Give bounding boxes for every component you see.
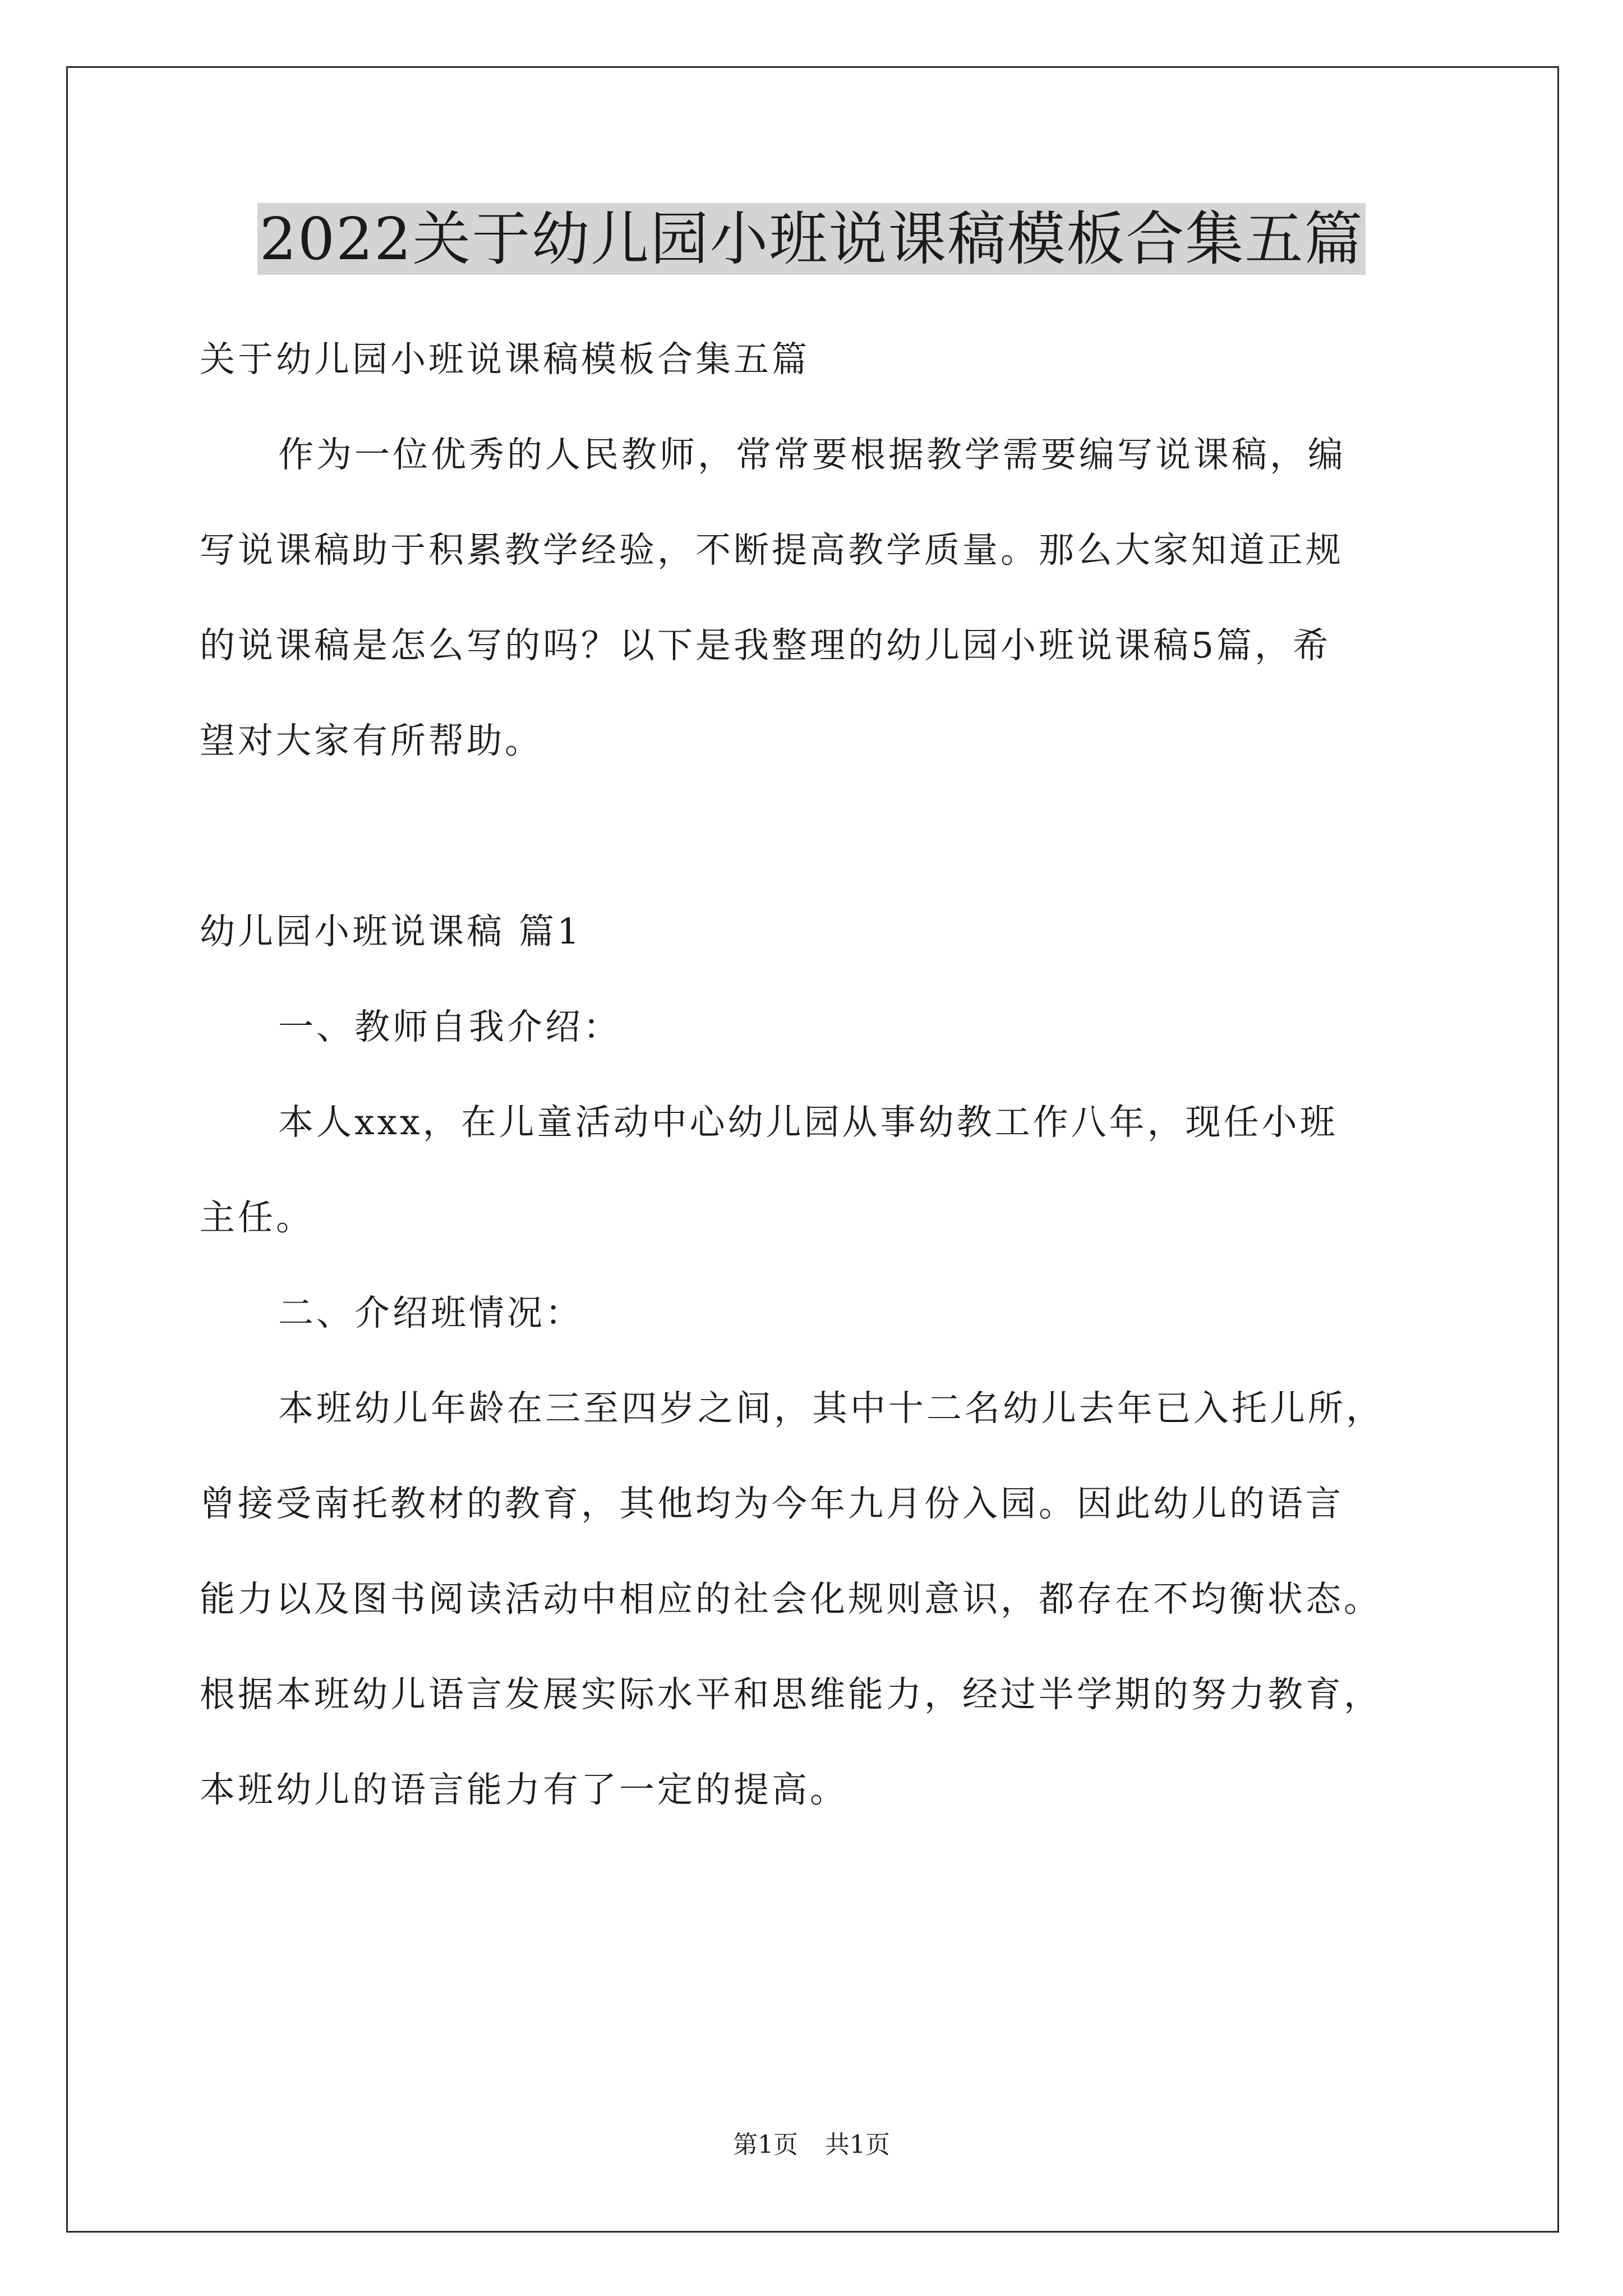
page-total: 共1页 — [825, 2131, 890, 2159]
intro-line: 的说课稿是怎么写的吗？以下是我整理的幼儿园小班说课稿5篇，希 — [200, 625, 1331, 666]
teacher-line: 主任。 — [200, 1197, 314, 1238]
document-body — [200, 312, 1433, 1838]
page-footer — [0, 2128, 1623, 2162]
class-line: 根据本班幼儿语言发展实际水平和思维能力，经过半学期的努力教育， — [200, 1674, 1382, 1715]
title-container — [0, 203, 1623, 275]
subheading-class: 二、介绍班情况： — [278, 1292, 583, 1333]
blank-line — [200, 789, 1433, 884]
document-subtitle: 关于幼儿园小班说课稿模板合集五篇 — [200, 339, 810, 380]
class-line: 本班幼儿的语言能力有了一定的提高。 — [200, 1769, 848, 1810]
page-number: 第1页 — [733, 2131, 798, 2159]
intro-line: 望对大家有所帮助。 — [200, 720, 543, 761]
subheading-teacher: 一、教师自我介绍： — [278, 1006, 621, 1047]
intro-line: 写说课稿助于积累教学经验，不断提高教学质量。那么大家知道正规 — [200, 530, 1344, 570]
teacher-line: 本人xxx，在儿童活动中心幼儿园从事幼教工作八年，现任小班 — [278, 1102, 1338, 1143]
intro-line: 作为一位优秀的人民教师，常常要根据教学需要编写说课稿，编 — [278, 434, 1346, 475]
class-line: 能力以及图书阅读活动中相应的社会化规则意识，都存在不均衡状态。 — [200, 1579, 1382, 1619]
class-line: 本班幼儿年龄在三至四岁之间，其中十二名幼儿去年已入托儿所， — [278, 1388, 1384, 1429]
section-heading: 幼儿园小班说课稿 篇1 — [200, 911, 583, 952]
class-line: 曾接受南托教材的教育，其他均为今年九月份入园。因此幼儿的语言 — [200, 1483, 1344, 1524]
document-title: 2022关于幼儿园小班说课稿模板合集五篇 — [257, 203, 1366, 275]
